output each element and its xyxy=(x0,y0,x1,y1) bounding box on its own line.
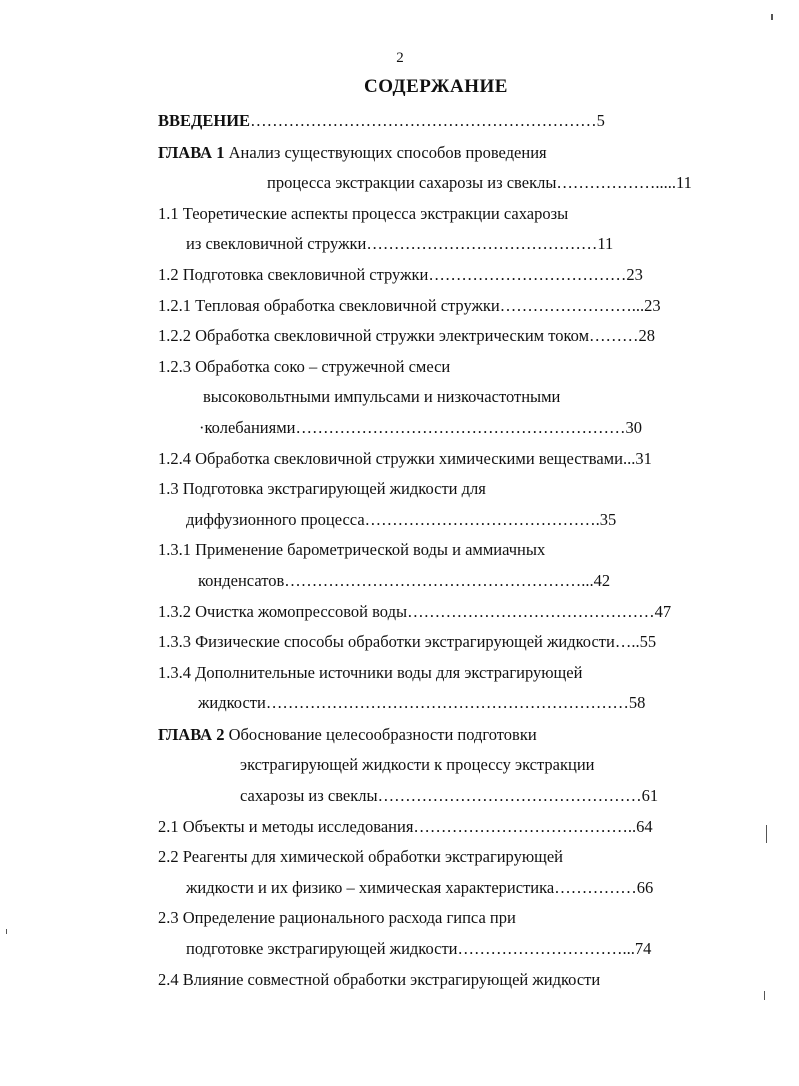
toc-entry: 1.2.2 Обработка свекловичной стружки электрическим током………28 xyxy=(158,326,656,345)
toc-entry: 1.3.1 Применение барометрической воды и аммиачных xyxy=(158,540,546,559)
toc-entry: 1.3.4 Дополнительные источники воды для экстрагирующей xyxy=(158,663,583,682)
toc-entry xyxy=(158,143,547,163)
toc-entry: конденсатов………………………………………………...42 xyxy=(198,571,611,590)
toc-entry: процесса экстракции сахарозы из свеклы……………….....11 xyxy=(267,173,692,192)
toc-entry: 1.3.3 Физические способы обработки экстрагирующей жидкости…..55 xyxy=(158,632,657,651)
toc-entry: 1.2.1 Тепловая обработка свекловичной стружки……………………...23 xyxy=(158,296,661,315)
toc-entry-text: ………………………………………………………5 xyxy=(250,111,605,130)
page-number: 2 xyxy=(396,50,404,66)
scan-mark xyxy=(766,825,767,843)
toc-entry xyxy=(158,725,537,745)
toc-entry: жидкости и их физико – химическая характеристика……………66 xyxy=(186,878,654,897)
scan-mark xyxy=(764,991,765,1000)
toc-entry: 1.1 Теоретические аспекты процесса экстракции сахарозы xyxy=(158,204,569,223)
toc-entry: жидкости…………………………………………………………58 xyxy=(198,693,646,712)
toc-entry-text: Обоснование целесообразности подготовки xyxy=(224,725,537,744)
toc-entry xyxy=(158,111,605,131)
toc-entry: 2.2 Реагенты для химической обработки экстрагирующей xyxy=(158,847,564,866)
toc-entry: 1.2.4 Обработка свекловичной стружки химическими веществами...31 xyxy=(158,449,652,468)
toc-entry: ·колебаниями……………………………………………………30 xyxy=(199,418,643,437)
toc-entry-heading: ГЛАВА 2 xyxy=(158,725,225,744)
scan-mark xyxy=(6,929,7,934)
scan-mark xyxy=(771,14,773,20)
page-title: СОДЕРЖАНИЕ xyxy=(364,76,508,97)
toc-entry: из свекловичной стружки……………………………………11 xyxy=(186,234,614,253)
toc-entry: 2.4 Влияние совместной обработки экстрагирующей жидкости xyxy=(158,970,601,989)
toc-entry: экстрагирующей жидкости к процессу экстракции xyxy=(240,755,595,774)
toc-entry: сахарозы из свеклы…………………………………………61 xyxy=(240,786,659,805)
toc-entry-heading: ВВЕДЕНИЕ xyxy=(158,111,251,130)
toc-entry: 2.3 Определение рационального расхода гипса при xyxy=(158,908,516,927)
toc-entry: 1.3.2 Очистка жомопрессовой воды………………………………………47 xyxy=(158,602,672,621)
toc-entry: 1.2.3 Обработка соко – стружечной смеси xyxy=(158,357,451,376)
toc-entry: подготовке экстрагирующей жидкости…………………………...74 xyxy=(186,939,652,958)
toc-entry-text: Анализ существующих способов проведения xyxy=(224,143,547,162)
toc-entry: 1.3 Подготовка экстрагирующей жидкости для xyxy=(158,479,486,498)
toc-entry: 1.2 Подготовка свекловичной стружки………………………………23 xyxy=(158,265,643,284)
toc-entry: 2.1 Объекты и методы исследования…………………………………..64 xyxy=(158,817,653,836)
toc-entry: диффузионного процесса…………………………………….35 xyxy=(186,510,617,529)
toc-entry: высоковольтными импульсами и низкочастотными xyxy=(203,387,561,406)
toc-entry-heading: ГЛАВА 1 xyxy=(158,143,225,162)
